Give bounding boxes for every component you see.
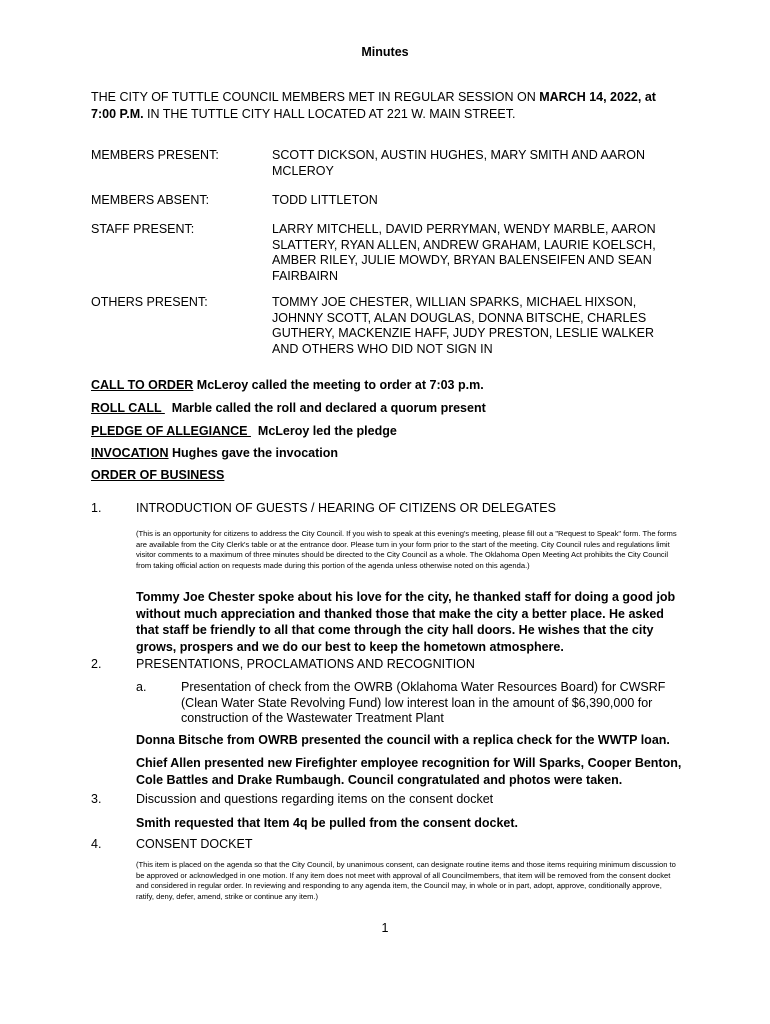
intro-paragraph: [91, 89, 681, 123]
item-4-title: CONSENT DOCKET: [136, 837, 253, 851]
page-number: 1: [381, 921, 389, 935]
invocation-text: Hughes gave the invocation: [168, 446, 339, 460]
invocation-line: [91, 446, 338, 460]
staff-present-label: STAFF PRESENT:: [91, 222, 195, 236]
staff-present-value: LARRY MITCHELL, DAVID PERRYMAN, WENDY MARBLE, AARON SLATTERY, RYAN ALLEN, ANDREW GRAHAM, LAURIE KOELSCH, AMBER RILEY, JULIE MOWDY, BRYAN BALENSEIFEN AND SEAN FAIRBAIRN: [272, 222, 656, 283]
pledge-heading: PLEDGE OF ALLEGIANCE: [91, 424, 251, 438]
meeting-date: MARCH 14, 2022, at 7:00 P.M.: [91, 90, 656, 121]
call-to-order-heading: CALL TO ORDER: [91, 378, 194, 392]
roll-call-line: [91, 401, 486, 415]
page-title: Minutes: [361, 45, 409, 59]
item-4-number: 4.: [91, 837, 102, 851]
members-present-value: SCOTT DICKSON, AUSTIN HUGHES, MARY SMITH AND AARON MCLEROY: [272, 148, 645, 178]
item-2a-text: Presentation of check from the OWRB (Oklahoma Water Resources Board) for CWSRF (Clean Water State Revolving Fund) low interest loan in the amount of $6,390,000 for construction of the Wastewater Treatment Plant: [181, 680, 666, 725]
item-2a-letter: a.: [136, 680, 147, 694]
item-1-title: INTRODUCTION OF GUESTS / HEARING OF CITIZENS OR DELEGATES: [136, 501, 556, 515]
item-4-instructions: (This item is placed on the agenda so that the City Council, by unanimous consent, can designate routine items and those items requiring minimum discussion to be approved or acknowledged in one motion. If any item does not meet with approval of all Councilmembers, that item will be removed from the consent docket and considered in regular order. In reviewing and responding to any agenda item, the Council may, in whole or in part, adopt, approve, conditionally approve, ratify, deny, defer, amend, strike or continue any item.): [136, 860, 676, 901]
item-3-number: 3.: [91, 792, 102, 806]
invocation-heading: INVOCATION: [91, 446, 169, 460]
members-present-label: MEMBERS PRESENT:: [91, 148, 219, 162]
call-to-order-line: [91, 378, 484, 392]
pledge-line: [91, 424, 397, 438]
item-2-title: PRESENTATIONS, PROCLAMATIONS AND RECOGNITION: [136, 657, 475, 671]
intro-text-start: THE CITY OF TUTTLE COUNCIL MEMBERS MET IN REGULAR SESSION ON: [91, 90, 540, 104]
order-of-business-line: [91, 468, 224, 482]
others-present-value: TOMMY JOE CHESTER, WILLIAN SPARKS, MICHAEL HIXSON, JOHNNY SCOTT, ALAN DOUGLAS, DONNA BITSCHE, CHARLES GUTHERY, MACKENZIE HAFF, JUDY PRESTON, LESLIE WALKER AND OTHERS WHO DID NOT SIGN IN: [272, 295, 655, 356]
call-to-order-text: McLeroy called the meeting to order at 7:03 p.m.: [193, 378, 484, 392]
others-present-label: OTHERS PRESENT:: [91, 295, 208, 309]
item-3-title: Discussion and questions regarding items on the consent docket: [136, 792, 494, 806]
roll-call-heading: ROLL CALL: [91, 401, 165, 415]
members-absent-label: MEMBERS ABSENT:: [91, 193, 210, 207]
roll-call-text: Marble called the roll and declared a quorum present: [164, 401, 486, 415]
order-of-business-heading: ORDER OF BUSINESS: [91, 468, 225, 482]
item-3-note: Smith requested that Item 4q be pulled from the consent docket.: [136, 816, 519, 830]
members-absent-value: TODD LITTLETON: [272, 193, 378, 207]
item-1-instructions: (This is an opportunity for citizens to address the City Council. If you wish to speak at this evening's meeting, please fill out a "Request to Speak" form. The forms are available from the City Clerk's table or at the entrance door. Please turn in your form prior to the start of the meeting. City Council rules and regulations limit visitor comments to a maximum of three minutes should be directed to the City Council as a whole. The Oklahoma Open Meeting Act prohibits the City Council from taking official action on requests made during this portion of the agenda unless otherwise noted on this agenda.): [136, 529, 677, 570]
item-2-note-1: Donna Bitsche from OWRB presented the council with a replica check for the WWTP loan.: [136, 733, 670, 747]
pledge-text: McLeroy led the pledge: [250, 424, 397, 438]
item-1-number: 1.: [91, 501, 102, 515]
intro-text-end: IN THE TUTTLE CITY HALL LOCATED AT 221 W. MAIN STREET.: [143, 107, 516, 121]
item-2-number: 2.: [91, 657, 102, 671]
item-2-note-2: Chief Allen presented new Firefighter employee recognition for Will Sparks, Cooper Benton, Cole Battles and Drake Rumbaugh. Council congratulated and photos were taken.: [136, 756, 682, 787]
item-1-note: Tommy Joe Chester spoke about his love for the city, he thanked staff for doing a good job without much appreciation and thanked those that make the city a better place. He asked that staff be friendly to all that come through the city hall doors. He wishes that the city grows, prospers and we do our best to keep the hometown atmosphere.: [136, 590, 676, 654]
